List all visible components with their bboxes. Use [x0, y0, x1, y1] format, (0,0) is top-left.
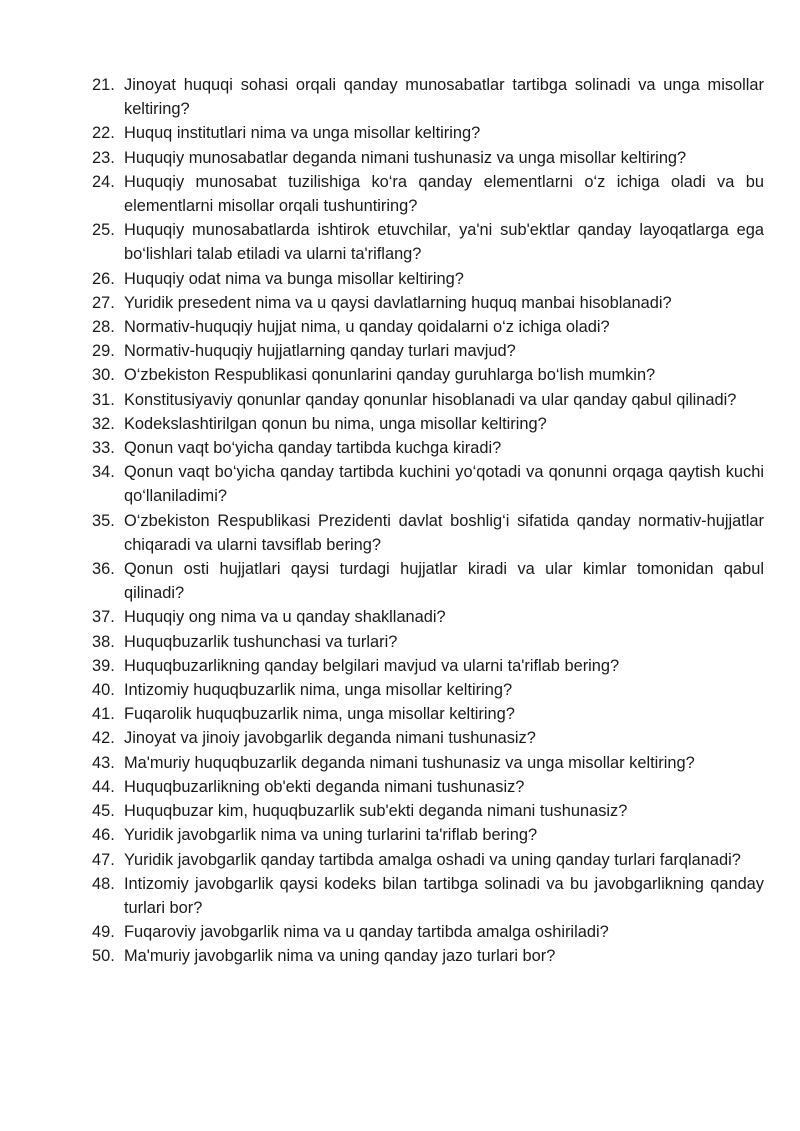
question-item [92, 460, 764, 508]
question-number: 50. [92, 947, 115, 966]
question-item [92, 509, 764, 557]
question-item [92, 291, 764, 315]
question-text: Jinoyat va jinoiy javobgarlik deganda nimani tushunasiz? [124, 729, 536, 748]
question-item [92, 121, 764, 145]
question-number: 37. [92, 608, 115, 627]
question-text: Jinoyat huquqi sohasi orqali qanday munosabatlar tartibga solinadi va unga misollar keltiring? [124, 76, 764, 119]
question-text: Qonun vaqt bo‘yicha qanday tartibda kuchga kiradi? [124, 439, 502, 458]
question-item [92, 872, 764, 920]
question-text: Huquqbuzarlikning qanday belgilari mavjud va ularni ta'riflab bering? [124, 656, 620, 675]
question-text: Qonun vaqt bo‘yicha qanday tartibda kuchini yo‘qotadi va qonunni orqaga qaytish kuchi qo‘llaniladimi? [124, 463, 764, 506]
question-number: 35. [92, 511, 115, 530]
question-text: Normativ-huquqiy hujjatlarning qanday turlari mavjud? [124, 342, 516, 361]
question-list [92, 73, 764, 969]
question-number: 43. [92, 753, 115, 772]
question-number: 23. [92, 148, 115, 167]
question-item [92, 654, 764, 678]
question-text: Ma'muriy huquqbuzarlik deganda nimani tushunasiz va unga misollar keltiring? [124, 753, 695, 772]
question-number: 22. [92, 124, 115, 143]
question-text: Huquq institutlari nima va unga misollar keltiring? [124, 124, 481, 143]
question-item [92, 944, 764, 968]
question-item [92, 678, 764, 702]
question-number: 38. [92, 632, 115, 651]
question-text: Intizomiy javobgarlik qaysi kodeks bilan tartibga solinadi va bu javobgarlikning qanday turlari bor? [124, 874, 764, 917]
question-number: 45. [92, 802, 115, 821]
question-item [92, 412, 764, 436]
question-item [92, 146, 764, 170]
question-item [92, 218, 764, 266]
question-item [92, 823, 764, 847]
question-item [92, 388, 764, 412]
question-text: Huquqbuzar kim, huquqbuzarlik sub'ekti deganda nimani tushunasiz? [124, 802, 628, 821]
question-item [92, 726, 764, 750]
question-text: O‘zbekiston Respublikasi qonunlarini qanday guruhlarga bo‘lish mumkin? [124, 366, 656, 385]
question-number: 46. [92, 826, 115, 845]
question-text: Qonun osti hujjatlari qaysi turdagi hujjatlar kiradi va ular kimlar tomonidan qabul qilinadi? [124, 560, 764, 603]
question-text: Huquqbuzarlikning ob'ekti deganda nimani tushunasiz? [124, 777, 525, 796]
question-item [92, 170, 764, 218]
question-item [92, 775, 764, 799]
question-number: 40. [92, 681, 115, 700]
question-item [92, 605, 764, 629]
question-number: 25. [92, 221, 115, 240]
question-text: Huquqiy odat nima va bunga misollar keltiring? [124, 269, 464, 288]
question-item [92, 363, 764, 387]
question-text: Fuqaroviy javobgarlik nima va u qanday tartibda amalga oshiriladi? [124, 923, 609, 942]
question-item [92, 339, 764, 363]
question-number: 34. [92, 463, 115, 482]
question-text: Intizomiy huquqbuzarlik nima, unga misollar keltiring? [124, 681, 513, 700]
question-text: Ma'muriy javobgarlik nima va uning qanday jazo turlari bor? [124, 947, 556, 966]
question-item [92, 267, 764, 291]
question-number: 49. [92, 923, 115, 942]
question-number: 41. [92, 705, 115, 724]
question-text: O‘zbekiston Respublikasi Prezidenti davlat boshlig‘i sifatida qanday normativ-hujjatlar chiqaradi va ularni tavsiflab bering? [124, 511, 764, 554]
question-text: Yuridik javobgarlik qanday tartibda amalga oshadi va uning qanday turlari farqlanadi? [124, 850, 741, 869]
question-number: 27. [92, 293, 115, 312]
question-number: 21. [92, 76, 115, 94]
question-number: 26. [92, 269, 115, 288]
question-item [92, 73, 764, 121]
question-number: 47. [92, 850, 115, 869]
question-text: Yuridik presedent nima va u qaysi davlatlarning huquq manbai hisoblanadi? [124, 293, 672, 312]
question-number: 33. [92, 439, 115, 458]
question-number: 42. [92, 729, 115, 748]
question-number: 32. [92, 414, 115, 433]
question-text: Yuridik javobgarlik nima va uning turlarini ta'riflab bering? [124, 826, 538, 845]
question-item [92, 557, 764, 605]
question-number: 24. [92, 172, 115, 191]
question-item [92, 702, 764, 726]
question-text: Kodekslashtirilgan qonun bu nima, unga misollar keltiring? [124, 414, 547, 433]
question-text: Huquqiy munosabatlar deganda nimani tushunasiz va unga misollar keltiring? [124, 148, 687, 167]
question-item [92, 315, 764, 339]
question-number: 30. [92, 366, 115, 385]
question-number: 36. [92, 560, 115, 579]
question-text: Normativ-huquqiy hujjat nima, u qanday qoidalarni o‘z ichiga oladi? [124, 318, 610, 337]
question-number: 44. [92, 777, 115, 796]
question-item [92, 751, 764, 775]
question-item [92, 799, 764, 823]
question-number: 39. [92, 656, 115, 675]
question-text: Konstitusiyaviy qonunlar qanday qonunlar hisoblanadi va ular qanday qabul qilinadi? [124, 390, 737, 409]
question-text: Huquqiy munosabat tuzilishiga ko‘ra qanday elementlarni o‘z ichiga oladi va bu elementlarni misollar orqali tushuntiring? [124, 172, 764, 216]
question-text: Fuqarolik huquqbuzarlik nima, unga misollar keltiring? [124, 705, 515, 724]
question-number: 28. [92, 318, 115, 337]
question-item [92, 630, 764, 654]
question-item [92, 848, 764, 872]
question-item [92, 436, 764, 460]
question-text: Huquqbuzarlik tushunchasi va turlari? [124, 632, 398, 651]
question-item [92, 920, 764, 944]
question-text: Huquqiy ong nima va u qanday shakllanadi? [124, 608, 446, 627]
question-number: 48. [92, 874, 115, 893]
question-text: Huquqiy munosabatlarda ishtirok etuvchilar, ya'ni sub'ektlar qanday layoqatlarga ega bo‘lishlari talab etiladi va ularni ta'riflang? [124, 221, 764, 264]
question-number: 29. [92, 342, 115, 361]
question-number: 31. [92, 390, 115, 409]
